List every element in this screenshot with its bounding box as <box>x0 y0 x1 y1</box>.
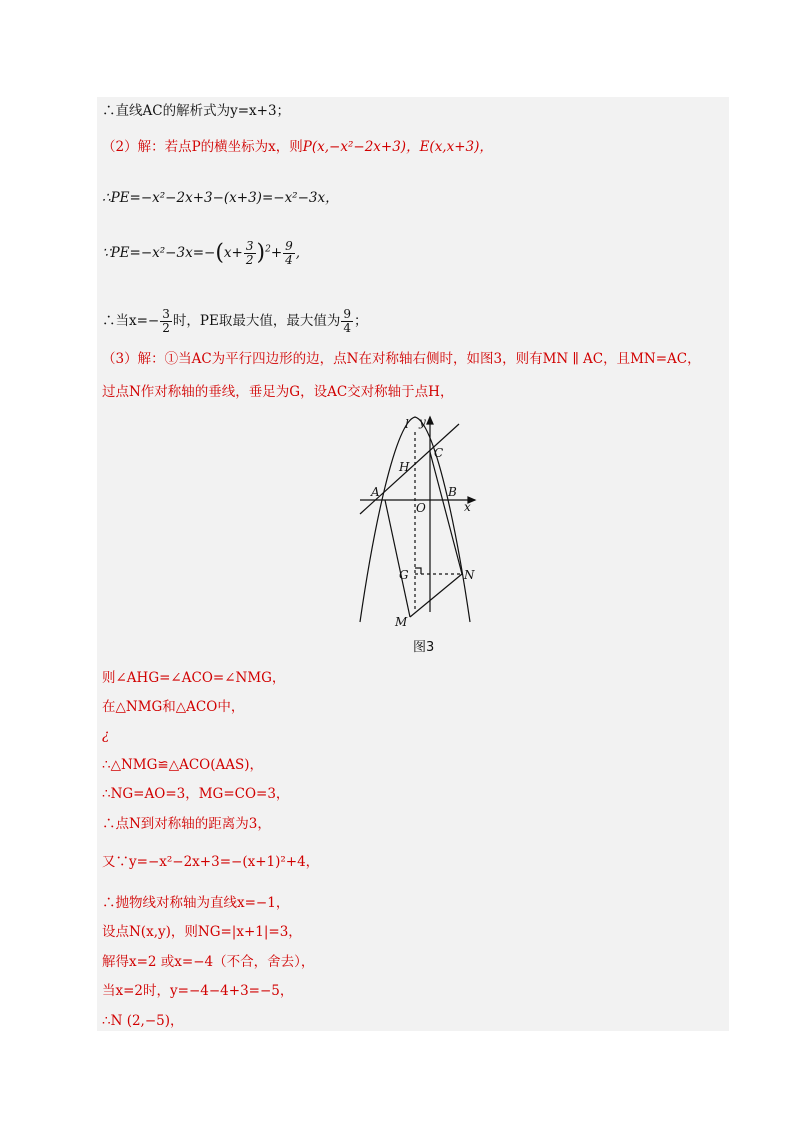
frac-3-2 <box>244 240 256 267</box>
line-11: ∴△NMG≌△ACO(AAS)， <box>102 757 264 773</box>
line-17: 解得x=2 或x=−4（不合，舍去）， <box>102 954 315 970</box>
line-4: ∵PE=−x²−3x=−(x+ $\frac{3}{2}$ )$^2$+ $\frac{9}{4}$ , <box>102 239 301 267</box>
frac-den: 2 <box>162 321 170 335</box>
line-2-coords: P(x,−x²−2x+3)，E(x,x+3)， <box>302 139 493 155</box>
line-4-lead: ∵PE=−x²−3x=− <box>102 245 216 261</box>
line-13: ∴点N到对称轴的距离为3， <box>102 816 271 832</box>
line-7: 过点N作对称轴的垂线，垂足为G，设AC交对称轴于点H， <box>102 384 454 400</box>
frac-den: 4 <box>343 321 351 335</box>
line-8: 则∠AHG=∠ACO=∠NMG， <box>102 670 286 686</box>
right-angle-mark <box>415 568 421 574</box>
frac-num: 3 <box>162 307 170 321</box>
frac-den: 4 <box>285 253 293 267</box>
line-2 <box>102 138 493 156</box>
line-1-text: 直线AC的解析式为y=x+3； <box>115 103 291 119</box>
frac-num: 9 <box>343 307 351 321</box>
line-16: 设点N(x,y)，则NG=|x+1|=3， <box>102 924 302 940</box>
label-g: G <box>399 568 409 582</box>
segment-mn <box>410 574 462 617</box>
label-m: M <box>395 615 408 629</box>
therefore-symbol: ∴ <box>102 103 116 119</box>
label-c: C <box>434 446 444 460</box>
line-19: ∴N (2,−5)， <box>102 1013 184 1029</box>
figure-3-diagram <box>355 412 485 634</box>
line-2-lead: （2）解：若点P的横坐标为x，则 <box>102 139 303 155</box>
line-9: 在△NMG和△ACO中， <box>102 699 245 715</box>
line-14: 又∵y=−x²−2x+3=−(x+1)²+4， <box>102 854 320 870</box>
frac-num: 9 <box>285 239 293 253</box>
frac-9-4b <box>341 308 353 335</box>
label-o: O <box>416 501 426 515</box>
figure-caption: 图3 <box>413 640 435 655</box>
line-6: （3）解：①当AC为平行四边形的边，点N在对称轴右侧时，如图3，则有MN ∥ AC，且MN=AC， <box>102 351 701 367</box>
line-15: ∴抛物线对称轴为直线x=−1， <box>102 895 290 911</box>
frac-3-2b <box>160 308 172 335</box>
segment-cn <box>430 452 462 574</box>
line-5 <box>102 308 367 335</box>
line-1 <box>102 102 290 120</box>
line-5-mid: 时，PE取最大值，最大值为 <box>172 313 341 329</box>
frac-9-4 <box>283 240 295 267</box>
frac-den: 2 <box>245 253 254 267</box>
label-l: l <box>405 417 409 431</box>
frac-num: 3 <box>245 239 254 253</box>
line-10: ¿ <box>102 727 110 743</box>
segment-am <box>385 500 410 617</box>
label-b: B <box>448 485 457 499</box>
line-3: ∴PE=−x²−2x+3−(x+3)=−x²−3x， <box>102 190 339 206</box>
label-a: A <box>371 485 380 499</box>
line-12: ∴NG=AO=3，MG=CO=3， <box>102 786 290 802</box>
label-y: y <box>419 415 426 429</box>
parabola <box>360 417 470 622</box>
label-h: H <box>399 460 410 474</box>
label-x: x <box>464 500 471 514</box>
line-5-end: ； <box>353 313 368 329</box>
y-axis-arrow <box>427 417 433 424</box>
line-5-lead: ∴当x=− <box>102 313 160 329</box>
label-n: N <box>464 568 475 582</box>
line-18: 当x=2时，y=−4−4+3=−5， <box>102 983 294 999</box>
